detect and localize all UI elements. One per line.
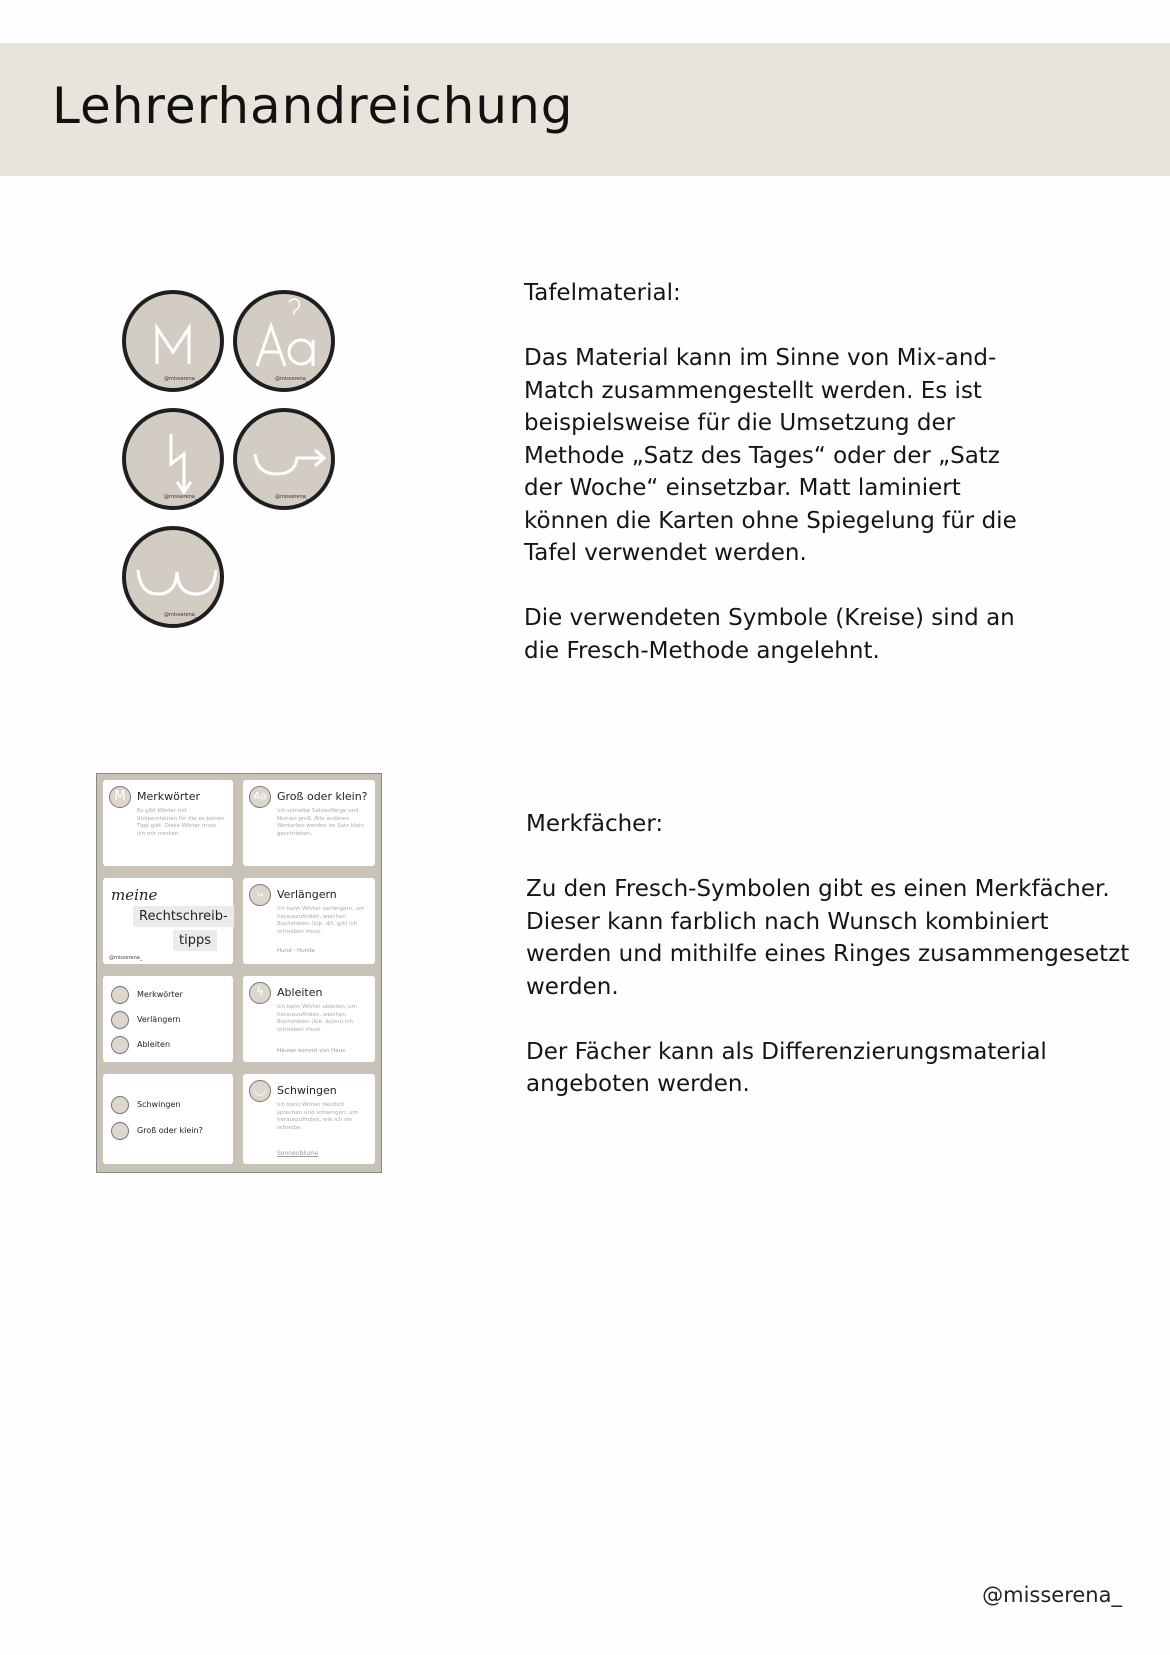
card-list-1: Merkwörter Verlängern Ableiten [103, 976, 233, 1062]
card-example: Sonnenblume [277, 1150, 319, 1157]
card-example: Häuser kommt von Haus [277, 1048, 345, 1054]
circle-icon [111, 1036, 129, 1054]
page-title: Lehrerhandreichung [52, 77, 574, 135]
cover-script: meine [111, 886, 158, 904]
swing-arcs-icon: ◡ [249, 1080, 271, 1102]
card-schwingen [243, 1074, 375, 1164]
circle-credit: @misserena_ [275, 494, 309, 500]
circle-icon [111, 1096, 129, 1114]
circle-m [122, 290, 224, 392]
card-list-2: Schwingen Groß oder klein? [103, 1074, 233, 1164]
card-example: Hund - Hunde [277, 948, 316, 954]
circle-icon [111, 1122, 129, 1140]
cover-line1: Rechtschreib- [133, 906, 234, 927]
letter-m-icon: M [109, 786, 131, 808]
card-body: Ich kann Wörter ableiten, um herauszufinden, welchen Buchstaben (ä/e, äu/eu) ich schreiben muss. [277, 1004, 358, 1033]
card-title: Ableiten [277, 986, 323, 999]
circle-credit: @misserena_ [275, 376, 309, 382]
circle-aa [233, 290, 335, 392]
circle-credit: @misserena_ [164, 376, 198, 382]
card-title: Verlängern [277, 888, 337, 901]
tafelmaterial-text: Tafelmaterial: Das Material kann im Sinne von Mix-and- Match zusammengestellt werden. Es ist beispielsweise für die Umsetzung der Methode „Satz des Tages“ oder der „Satz der Woche“ einsetzbar. Matt laminiert können die Karten ohne Spiegelung für die Tafel verwendet werden. Die verwendeten Symbole (Kreise) sind an die Fresch-Methode angelehnt. [524, 280, 1017, 664]
circle-ableiten [122, 408, 224, 510]
circle-icon [111, 986, 129, 1004]
lightning-arrow-icon: ϟ [249, 982, 271, 1004]
circle-verlaengern [233, 408, 335, 510]
circle-schwingen [122, 526, 224, 628]
circle-icon [111, 1011, 129, 1029]
card-title: Schwingen [277, 1084, 337, 1097]
cover-credit: @misserena_ [109, 955, 143, 961]
circle-credit: @misserena_ [164, 494, 198, 500]
card-ableiten [243, 976, 375, 1062]
card-body: Ich schreibe Satzanfänge und Nomen groß. Alle anderen Wortarten werden im Satz klein geschrieben. [277, 808, 364, 837]
card-verlaengern [243, 878, 375, 964]
card-body: Es gibt Wörter mit Stolpersteinen für die es keinen Tipp gibt. Diese Wörter muss ich mir merken. [137, 808, 225, 837]
card-gross-klein [243, 780, 375, 866]
curve-arrow-icon: ⤷ [249, 884, 271, 906]
card-title: Merkwörter [137, 790, 201, 803]
card-merkwoerter [103, 780, 233, 866]
header-band [0, 43, 1170, 176]
card-title: Groß oder klein? [277, 790, 368, 803]
big-small-letters-icon: Aa [249, 786, 271, 808]
cover-line2: tipps [173, 930, 217, 951]
circle-credit: @misserena_ [164, 612, 198, 618]
merkfaecher-image [96, 773, 382, 1173]
card-body: Ich kann Wörter verlängern, um herauszufinden, welchen Buchstaben (b/p, d/t, g/k) ich schreiben muss. [277, 906, 365, 935]
card-cover [103, 878, 233, 964]
card-body: Ich kann Wörter deutlich sprechen und schwingen, um herauszufinden, wie ich sie schreibe. [277, 1102, 358, 1131]
merkfaecher-text: Merkfächer: Zu den Fresch-Symbolen gibt es einen Merkfächer. Dieser kann farblich nach Wunsch kombiniert werden und mithilfe eines Ringes zusammengesetzt werden. Der Fächer kann als Differenzierungsmaterial angeboten werden. [526, 811, 1130, 1097]
author-handle: @misserena_ [982, 1583, 1122, 1607]
